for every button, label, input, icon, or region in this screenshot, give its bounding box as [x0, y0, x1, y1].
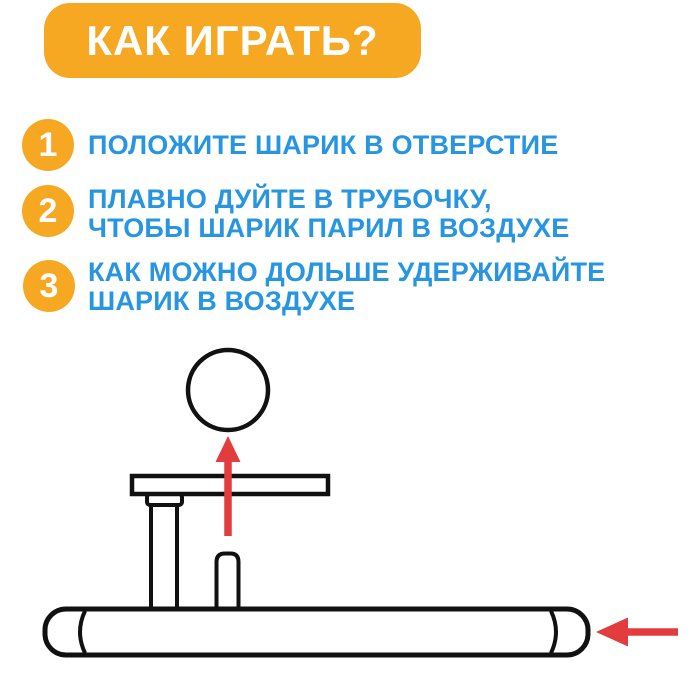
step-3-line-1: КАК МОЖНО ДОЛЬШЕ УДЕРЖИВАЙТЕ: [88, 257, 606, 287]
step-1-line-1: ПОЛОЖИТЕ ШАРИК В ОТВЕРСТИЕ: [88, 130, 559, 160]
airflow-up-arrow-head: [216, 436, 241, 462]
step-2-number: 2: [38, 191, 58, 230]
step-2-line-2: ЧТОБЫ ШАРИК ПАРИЛ В ВОЗДУХЕ: [88, 213, 570, 243]
step-2-line-1: ПЛАВНО ДУЙТЕ В ТРУБОЧКУ,: [88, 184, 492, 214]
main-blow-tube: [45, 609, 588, 655]
step-3-line-2: ШАРИК В ВОЗДУХЕ: [88, 286, 356, 316]
step-3-number: 3: [39, 266, 59, 305]
page-title-text: КАК ИГРАТЬ?: [86, 16, 379, 64]
blow-hole-stub: [217, 554, 239, 612]
ball: [188, 350, 268, 430]
blow-in-arrow-head: [596, 618, 628, 647]
step-1-number: 1: [38, 125, 58, 164]
stand-column: [151, 503, 177, 611]
